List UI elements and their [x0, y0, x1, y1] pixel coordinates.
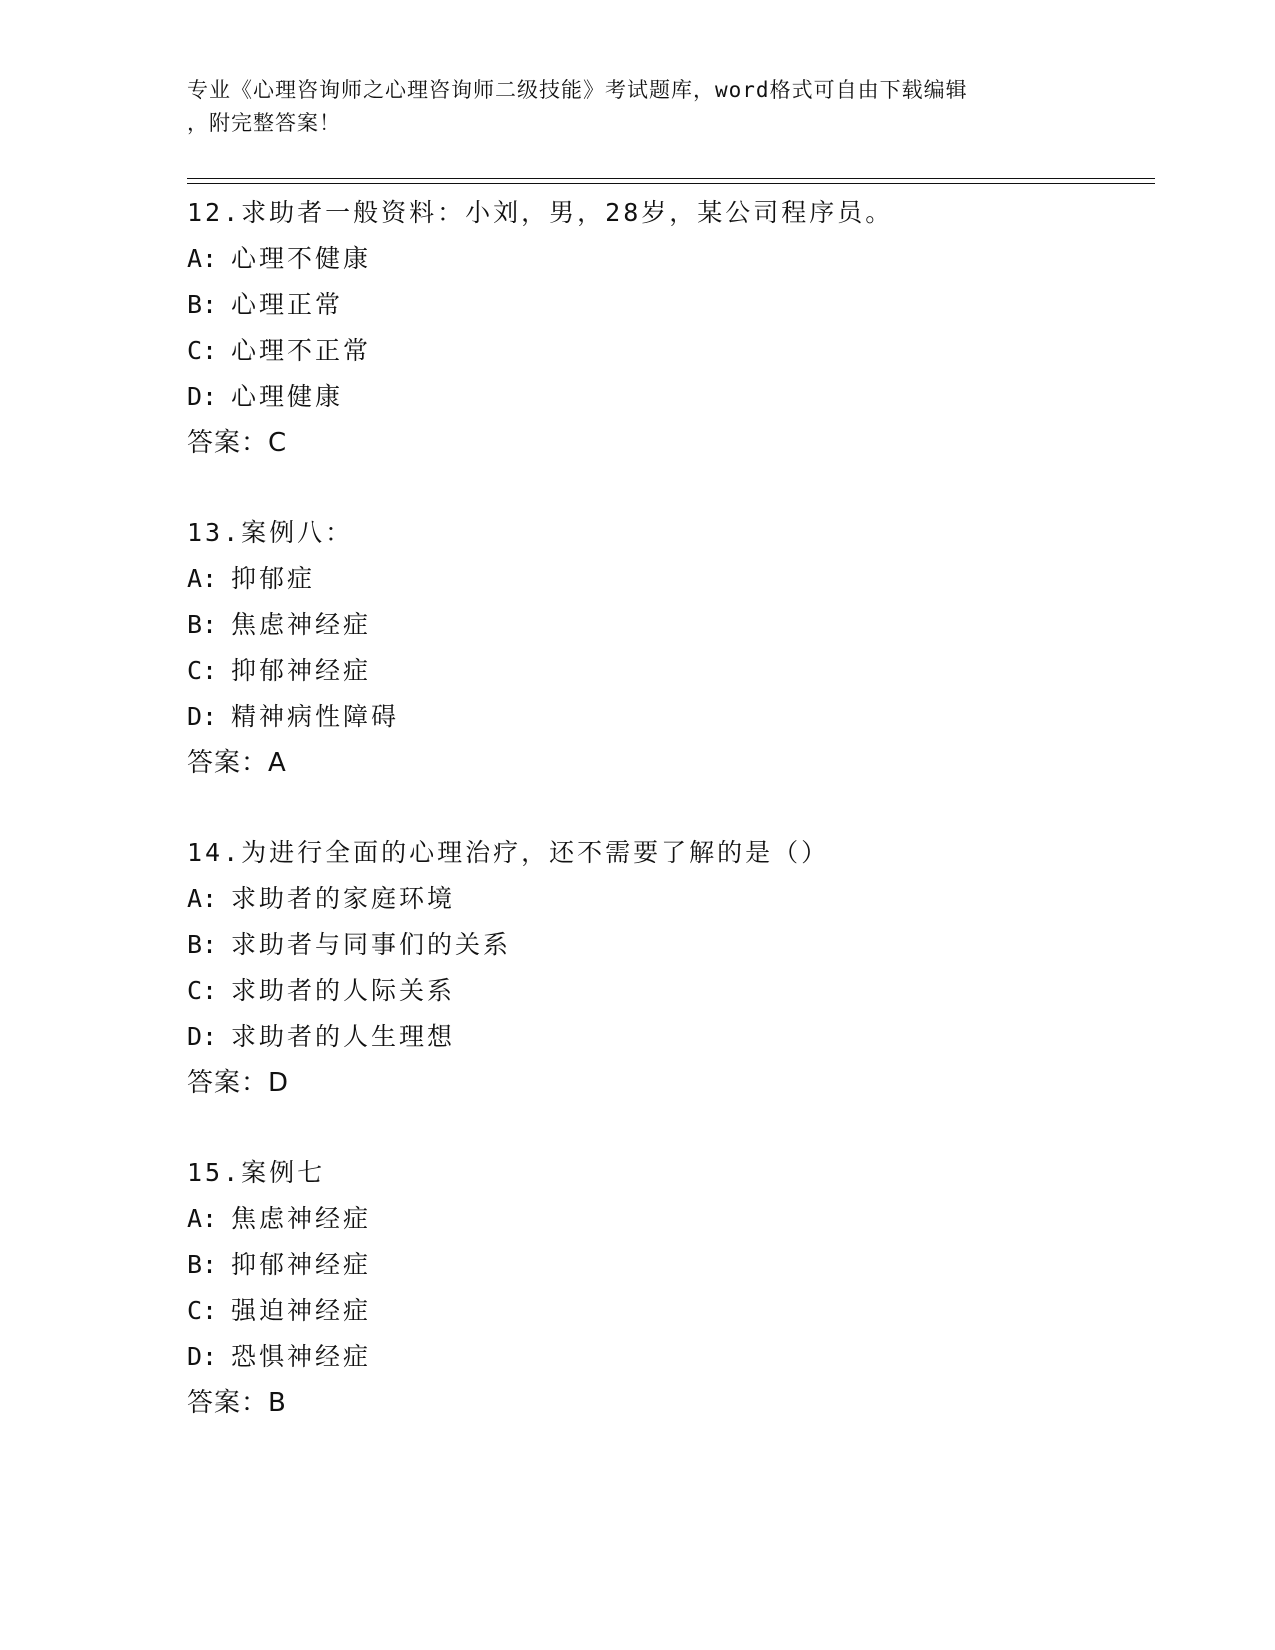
option-a	[187, 1196, 1147, 1242]
option-letter: A:	[187, 884, 218, 913]
option-letter: D:	[187, 382, 218, 411]
option-text: 抑郁神经症	[231, 1250, 372, 1279]
option-text: 心理正常	[231, 290, 344, 319]
question-stem: 14.为进行全面的心理治疗，还不需要了解的是（）	[187, 838, 830, 867]
question-15	[187, 1150, 1147, 1426]
option-text: 抑郁症	[231, 564, 316, 593]
option-letter: C:	[187, 1296, 218, 1325]
option-d	[187, 1014, 1147, 1060]
header-divider-bottom	[187, 183, 1155, 184]
header-line-1: 专业《心理咨询师之心理咨询师二级技能》考试题库，word格式可自由下载编辑	[187, 78, 968, 102]
question-13	[187, 510, 1147, 786]
option-d	[187, 1334, 1147, 1380]
question-list	[187, 190, 1147, 1470]
question-14	[187, 830, 1147, 1106]
option-letter: D:	[187, 1022, 218, 1051]
document-header	[187, 74, 1087, 140]
answer-line: 答案：D	[187, 1068, 290, 1098]
option-letter: C:	[187, 656, 218, 685]
option-b	[187, 602, 1147, 648]
option-d	[187, 694, 1147, 740]
option-text: 心理不正常	[231, 336, 372, 365]
header-divider-top	[187, 178, 1155, 179]
question-stem: 12.求助者一般资料：小刘，男，28岁，某公司程序员。	[187, 198, 894, 227]
option-letter: A:	[187, 1204, 218, 1233]
answer-line: 答案：C	[187, 428, 288, 458]
answer-line: 答案：A	[187, 748, 287, 778]
option-text: 恐惧神经症	[231, 1342, 372, 1371]
option-text: 抑郁神经症	[231, 656, 372, 685]
option-letter: B:	[187, 290, 218, 319]
option-letter: D:	[187, 702, 218, 731]
option-text: 焦虑神经症	[231, 610, 372, 639]
answer-line: 答案：B	[187, 1388, 287, 1418]
option-text: 心理不健康	[231, 244, 372, 273]
option-c	[187, 648, 1147, 694]
option-text: 焦虑神经症	[231, 1204, 372, 1233]
option-letter: C:	[187, 976, 218, 1005]
question-12	[187, 190, 1147, 466]
option-c	[187, 968, 1147, 1014]
option-c	[187, 328, 1147, 374]
option-letter: D:	[187, 1342, 218, 1371]
option-a	[187, 556, 1147, 602]
option-a	[187, 236, 1147, 282]
option-letter: A:	[187, 564, 218, 593]
option-b	[187, 282, 1147, 328]
option-text: 心理健康	[231, 382, 344, 411]
option-letter: B:	[187, 930, 218, 959]
option-text: 求助者的人际关系	[231, 976, 456, 1005]
option-letter: A:	[187, 244, 218, 273]
option-text: 求助者与同事们的关系	[231, 930, 512, 959]
option-text: 求助者的人生理想	[231, 1022, 456, 1051]
option-a	[187, 876, 1147, 922]
header-line-2: ，附完整答案！	[187, 111, 341, 135]
option-letter: C:	[187, 336, 218, 365]
option-letter: B:	[187, 610, 218, 639]
option-b	[187, 1242, 1147, 1288]
option-text: 精神病性障碍	[231, 702, 400, 731]
option-text: 求助者的家庭环境	[231, 884, 456, 913]
option-letter: B:	[187, 1250, 218, 1279]
option-c	[187, 1288, 1147, 1334]
option-d	[187, 374, 1147, 420]
option-text: 强迫神经症	[231, 1296, 372, 1325]
option-b	[187, 922, 1147, 968]
question-stem: 15.案例七	[187, 1158, 326, 1187]
question-stem: 13.案例八：	[187, 518, 354, 547]
